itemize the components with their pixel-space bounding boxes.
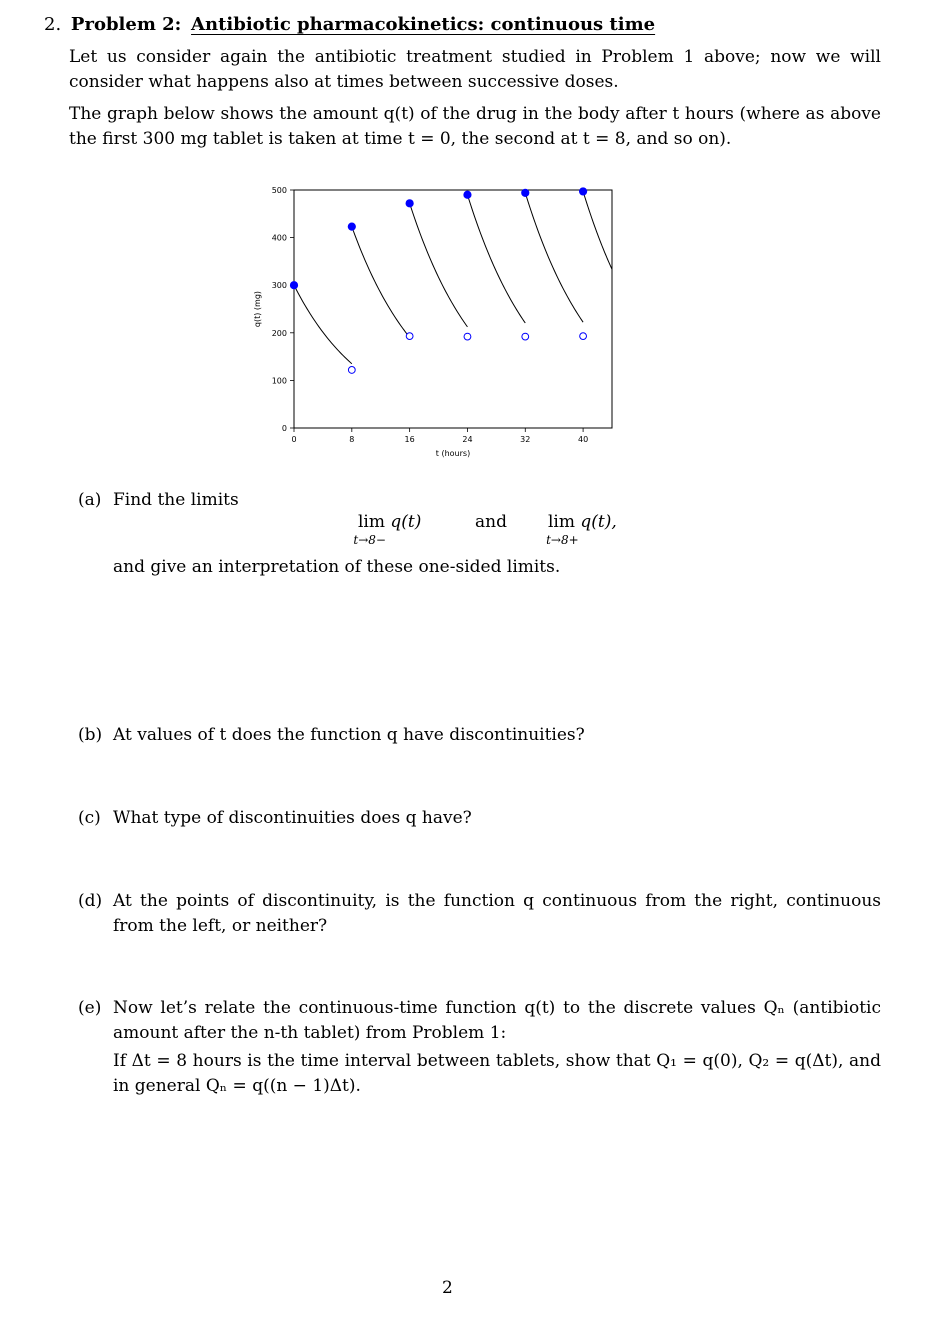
decay-curve-segment — [410, 203, 468, 327]
limit-right-subscript: t→8+ — [546, 533, 579, 547]
limit-right-function: q(t), — [580, 512, 617, 532]
part-c-label: (c) — [78, 808, 101, 828]
intro-paragraph-2: The graph below shows the amount q(t) of the drug in the body after t hours (where as above the first 300 mg tablet is taken at time t = 0, the second at t = 8, and so on). — [69, 104, 881, 149]
x-tick-label: 32 — [520, 435, 531, 444]
part-b-text: At values of t does the function q have discontinuities? — [113, 725, 585, 745]
part-d-text: At the points of discontinuity, is the function q continuous from the right, continuous from the left, or neither? — [113, 891, 881, 936]
pre-dose-point-open — [522, 333, 529, 340]
x-tick-label: 24 — [462, 435, 473, 444]
y-tick-label: 200 — [271, 328, 287, 338]
y-tick-label: 100 — [271, 376, 287, 386]
intro-paragraph-1: Let us consider again the antibiotic treatment studied in Problem 1 above; now we will consider what happens also at times between successive doses. — [69, 47, 881, 92]
y-axis-label: q(t) (mg) — [253, 290, 262, 328]
decay-curve-segment — [583, 191, 612, 269]
part-e-label: (e) — [78, 998, 102, 1018]
decay-curve-segment — [467, 195, 525, 323]
decay-curve-segment — [294, 285, 352, 364]
limit-left-subscript: t→8− — [353, 533, 386, 547]
pre-dose-point-open — [464, 333, 471, 340]
part-e-text-2: If Δt = 8 hours is the time interval between tablets, show that Q₁ = q(0), Q₂ = q(Δt), and in general Qₙ = q((n − 1)Δt). — [113, 1051, 881, 1096]
problem-number: 2. — [44, 14, 62, 35]
x-tick-label: 0 — [291, 435, 297, 444]
dose-point-filled — [522, 189, 529, 196]
limit-left-word: lim — [358, 512, 385, 532]
decay-curve-segment — [352, 227, 410, 338]
limit-left-function: q(t) — [390, 512, 422, 532]
pre-dose-point-open — [580, 333, 587, 340]
limit-right-word: lim — [548, 512, 575, 532]
part-a-label: (a) — [78, 490, 102, 510]
x-tick-label: 16 — [404, 435, 415, 444]
dose-point-filled — [290, 282, 297, 289]
y-tick-label: 0 — [281, 424, 287, 433]
part-e-text-1: Now let’s relate the continuous-time function q(t) to the discrete values Qₙ (antibiotic amount after the n-th tablet) from Problem 1: — [113, 998, 881, 1043]
pre-dose-point-open — [348, 367, 355, 374]
part-c-text: What type of discontinuities does q have? — [113, 808, 472, 828]
dose-point-filled — [348, 223, 355, 230]
part-b-label: (b) — [78, 725, 103, 745]
dose-point-filled — [579, 188, 586, 195]
part-d-label: (d) — [78, 891, 103, 911]
y-tick-label: 300 — [271, 281, 287, 291]
plot-frame — [294, 190, 612, 428]
part-e — [78, 996, 881, 1099]
part-c — [78, 806, 881, 831]
x-tick-label: 8 — [349, 435, 355, 444]
dose-point-filled — [464, 191, 471, 198]
part-a — [78, 488, 881, 513]
page-number: 2 — [442, 1278, 453, 1298]
y-tick-label: 500 — [271, 186, 287, 195]
part-b — [78, 723, 881, 748]
part-d — [78, 889, 881, 939]
drug-amount-chart — [232, 182, 632, 462]
x-axis-label: t (hours) — [435, 449, 471, 458]
limits-and-word: and — [475, 512, 507, 532]
part-a-text: Find the limits — [113, 490, 239, 510]
decay-curve-segment — [525, 193, 583, 322]
limit-from-right — [548, 513, 617, 549]
part-a-tail: and give an interpretation of these one-sided limits. — [113, 557, 561, 577]
problem-label: Problem 2: — [70, 14, 182, 35]
problem-title: Antibiotic pharmacokinetics: continuous time — [191, 14, 656, 35]
pre-dose-point-open — [406, 333, 413, 340]
y-tick-label: 400 — [271, 233, 287, 243]
problem-heading — [44, 12, 655, 38]
dose-point-filled — [406, 200, 413, 207]
x-tick-label: 40 — [577, 435, 589, 444]
limit-from-left — [353, 512, 422, 549]
